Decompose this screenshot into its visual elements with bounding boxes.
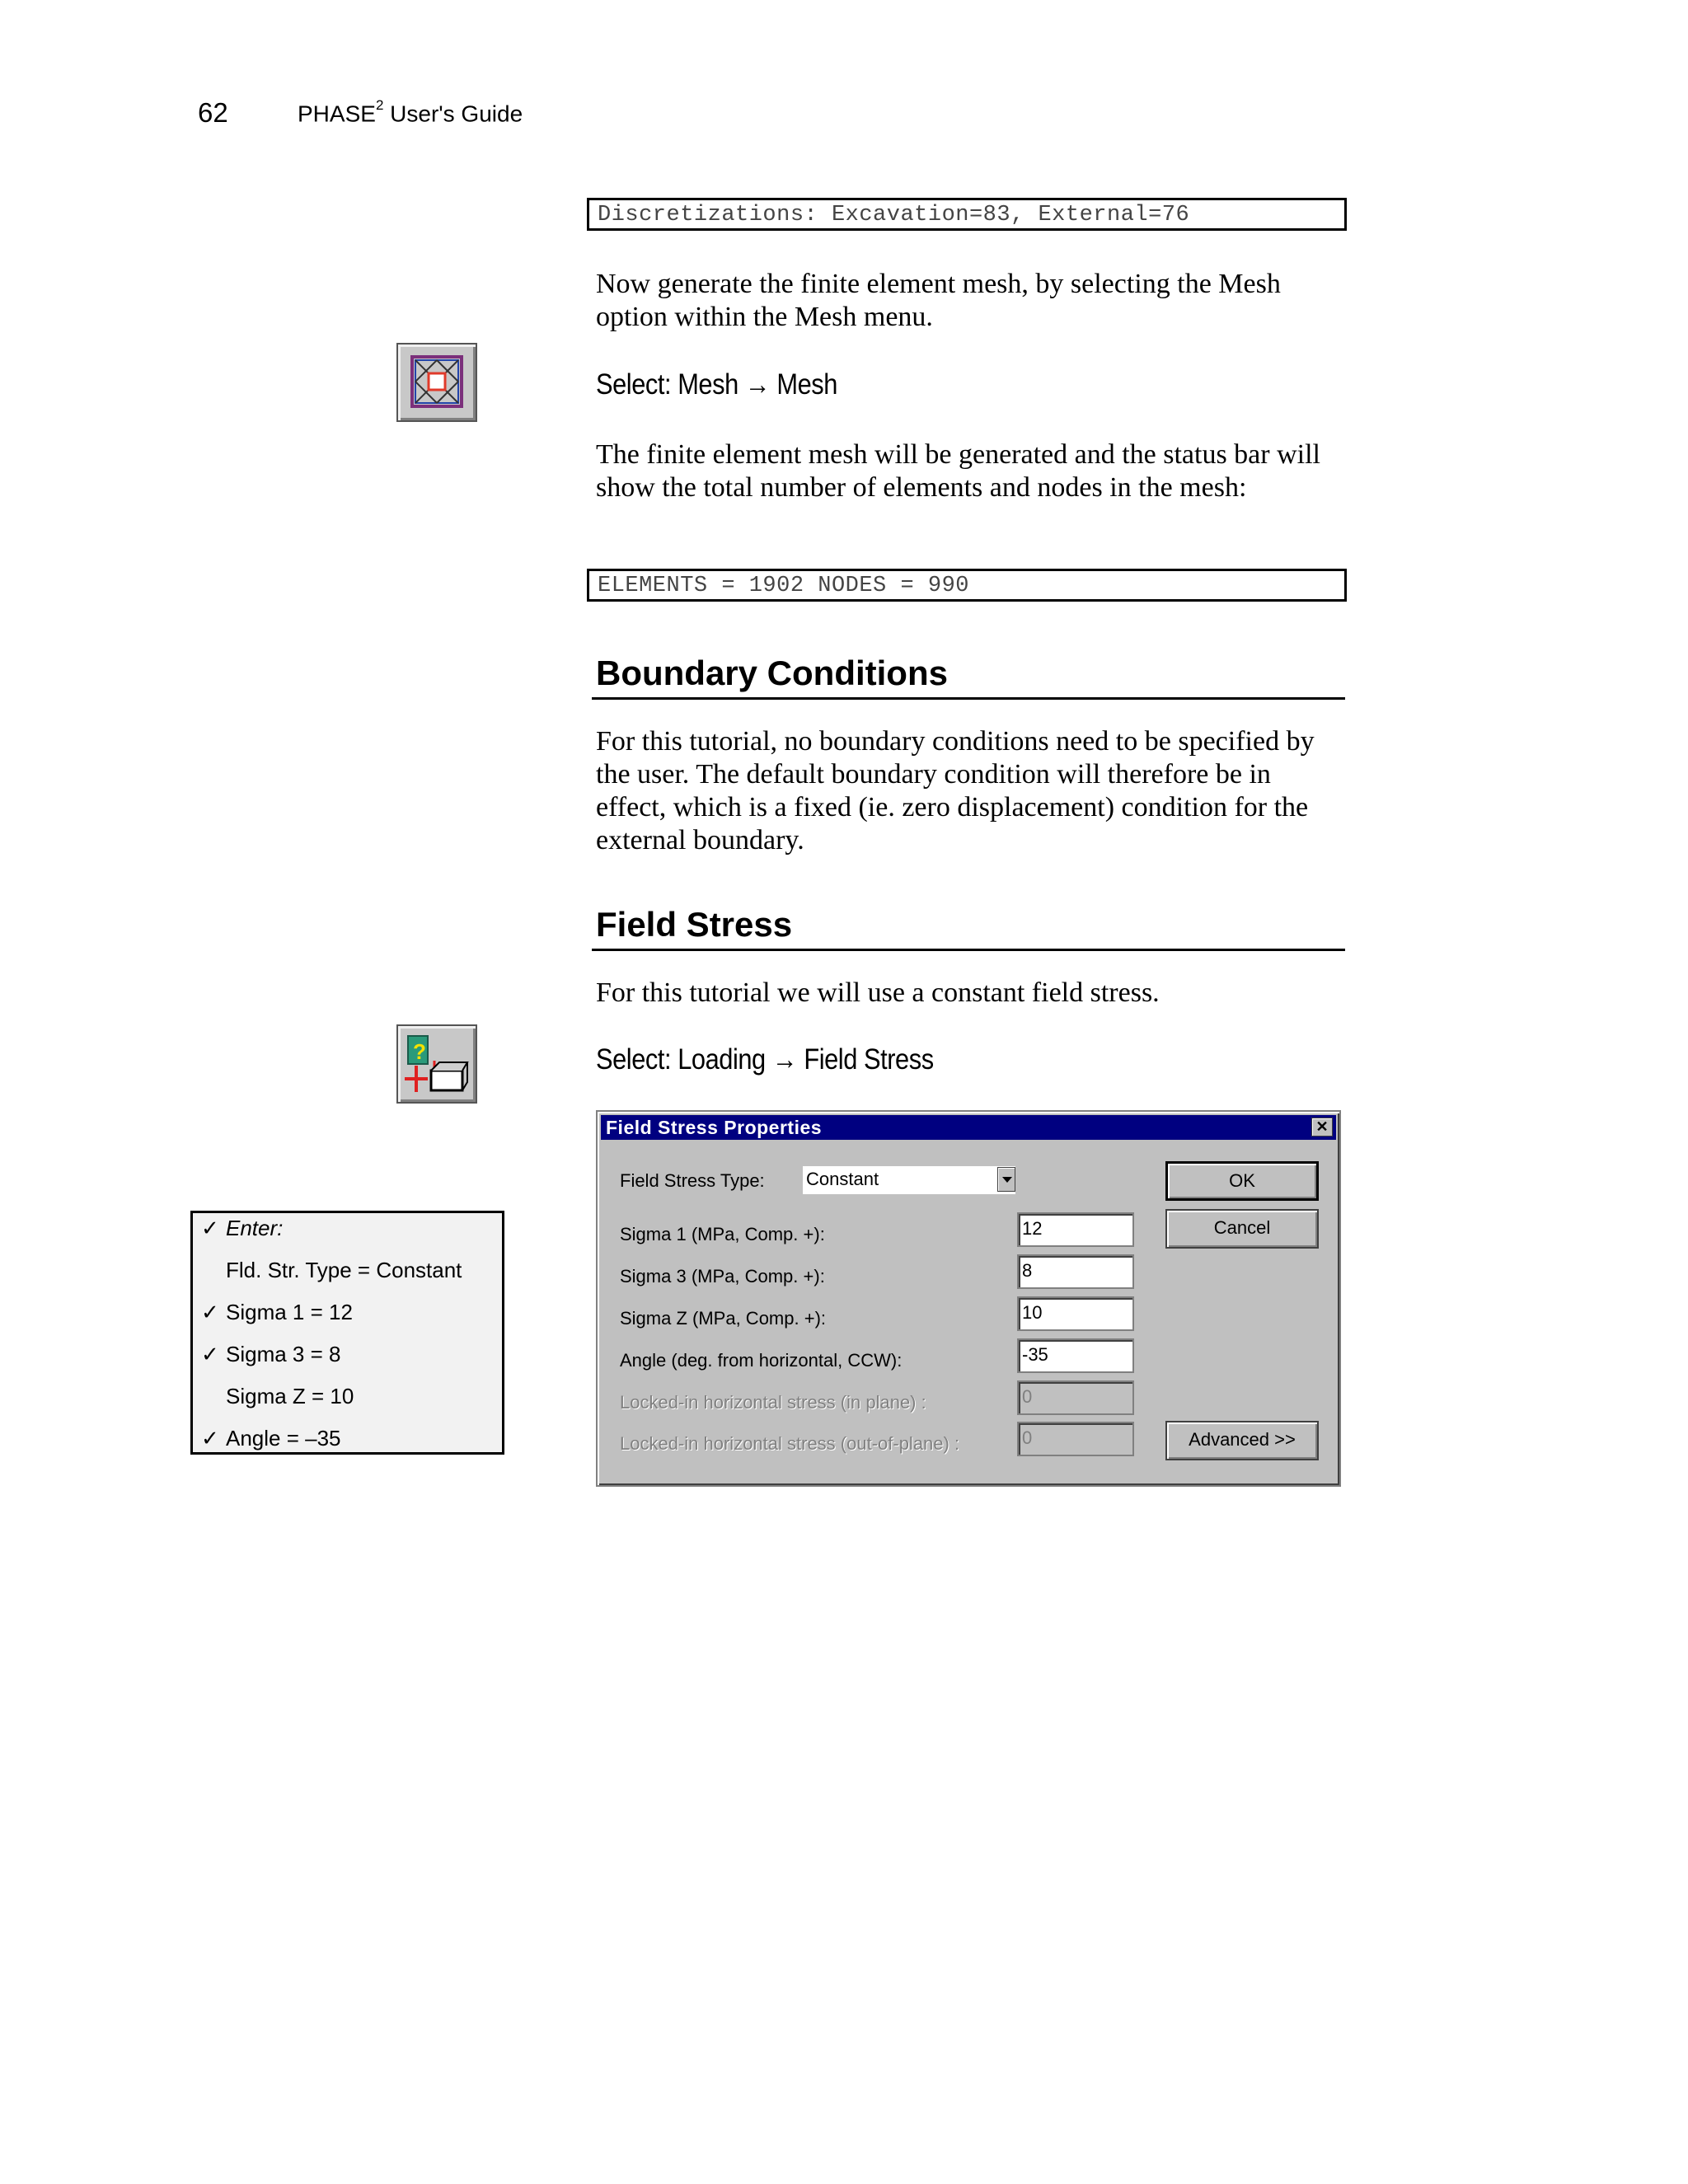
enter-title: Enter: bbox=[226, 1216, 284, 1240]
select-mesh-instruction: Select: Mesh → Mesh bbox=[596, 368, 837, 401]
paragraph-boundary-conditions: For this tutorial, no boundary conditions need to be specified by the user. The default boundary condition will therefore be in effect, which is a fixed (ie. zero displacement) condition for the external boundary. bbox=[596, 726, 1315, 855]
heading-boundary-conditions: Boundary Conditions bbox=[596, 654, 948, 692]
check-icon: ✓ bbox=[201, 1342, 219, 1366]
check-icon: ✓ bbox=[201, 1216, 219, 1240]
field-stress-icon-graphic bbox=[398, 1026, 476, 1102]
guide-suffix: User's Guide bbox=[383, 101, 523, 127]
enter-line-text: Sigma Z = 10 bbox=[226, 1384, 354, 1408]
heading-rule bbox=[592, 949, 1345, 951]
dialog-title: Field Stress Properties bbox=[606, 1117, 823, 1138]
field-stress-type-select[interactable] bbox=[803, 1166, 1015, 1194]
enter-line bbox=[226, 1384, 354, 1409]
ok-button[interactable]: OK bbox=[1165, 1161, 1319, 1201]
guide-title bbox=[298, 97, 523, 127]
paragraph-mesh-generated: The finite element mesh will be generated and the status bar will show the total number of elements and nodes in the mesh: bbox=[596, 439, 1320, 503]
enter-line bbox=[201, 1426, 341, 1451]
locked-in-out-of-plane-label: Locked-in horizontal stress (out-of-plane) : bbox=[620, 1433, 960, 1454]
sigmaz-label: Sigma Z (MPa, Comp. +): bbox=[620, 1308, 827, 1329]
field-stress-type-value: Constant bbox=[806, 1169, 879, 1189]
dialog-titlebar[interactable] bbox=[601, 1115, 1336, 1140]
enter-line bbox=[201, 1342, 340, 1367]
locked-in-in-plane-input: 0 bbox=[1017, 1380, 1134, 1415]
enter-line-text: Fld. Str. Type = Constant bbox=[226, 1258, 462, 1282]
angle-label: Angle (deg. from horizontal, CCW): bbox=[620, 1350, 903, 1371]
enter-line-text: Angle = –35 bbox=[226, 1426, 341, 1451]
page-number: 62 bbox=[198, 97, 228, 128]
heading-field-stress: Field Stress bbox=[596, 905, 793, 944]
locked-in-out-of-plane-input: 0 bbox=[1017, 1422, 1134, 1456]
close-icon[interactable]: ✕ bbox=[1311, 1118, 1333, 1137]
enter-line bbox=[201, 1300, 353, 1325]
field-stress-type-label: Field Stress Type: bbox=[620, 1170, 765, 1191]
enter-title-line bbox=[201, 1216, 283, 1241]
cancel-button[interactable]: Cancel bbox=[1165, 1209, 1319, 1249]
sigmaz-input[interactable]: 10 bbox=[1017, 1296, 1134, 1331]
guide-superscript: 2 bbox=[375, 97, 384, 113]
sigma3-label: Sigma 3 (MPa, Comp. +): bbox=[620, 1266, 825, 1286]
status-bar-elements: ELEMENTS = 1902 NODES = 990 bbox=[587, 569, 1347, 602]
paragraph-mesh-instructions: Now generate the finite element mesh, by selecting the Mesh option within the Mesh menu. bbox=[596, 269, 1281, 332]
sigma3-input[interactable]: 8 bbox=[1017, 1254, 1134, 1289]
field-stress-icon[interactable] bbox=[396, 1024, 477, 1104]
paragraph-field-stress: For this tutorial we will use a constant field stress. bbox=[596, 977, 1160, 1008]
enter-values-box bbox=[190, 1211, 504, 1455]
sigma1-input[interactable]: 12 bbox=[1017, 1212, 1134, 1247]
mesh-icon-graphic bbox=[398, 344, 476, 420]
sigma1-label: Sigma 1 (MPa, Comp. +): bbox=[620, 1224, 825, 1244]
heading-rule bbox=[592, 697, 1345, 700]
field-stress-properties-dialog bbox=[596, 1110, 1341, 1487]
locked-in-in-plane-label: Locked-in horizontal stress (in plane) : bbox=[620, 1392, 926, 1413]
enter-line bbox=[226, 1258, 462, 1283]
angle-input[interactable]: -35 bbox=[1017, 1338, 1134, 1373]
guide-name: PHASE bbox=[298, 101, 376, 127]
check-icon: ✓ bbox=[201, 1426, 219, 1451]
status-bar-discretizations: Discretizations: Excavation=83, External=76 bbox=[587, 198, 1347, 231]
mesh-icon[interactable] bbox=[396, 343, 477, 422]
check-icon: ✓ bbox=[201, 1300, 219, 1324]
enter-line-text: Sigma 3 = 8 bbox=[226, 1342, 341, 1366]
advanced-button[interactable]: Advanced >> bbox=[1165, 1421, 1319, 1460]
select-field-stress-instruction: Select: Loading → Field Stress bbox=[596, 1043, 934, 1076]
chevron-down-icon[interactable] bbox=[997, 1167, 1015, 1192]
svg-text:?: ? bbox=[413, 1039, 426, 1064]
enter-line-text: Sigma 1 = 12 bbox=[226, 1300, 353, 1324]
